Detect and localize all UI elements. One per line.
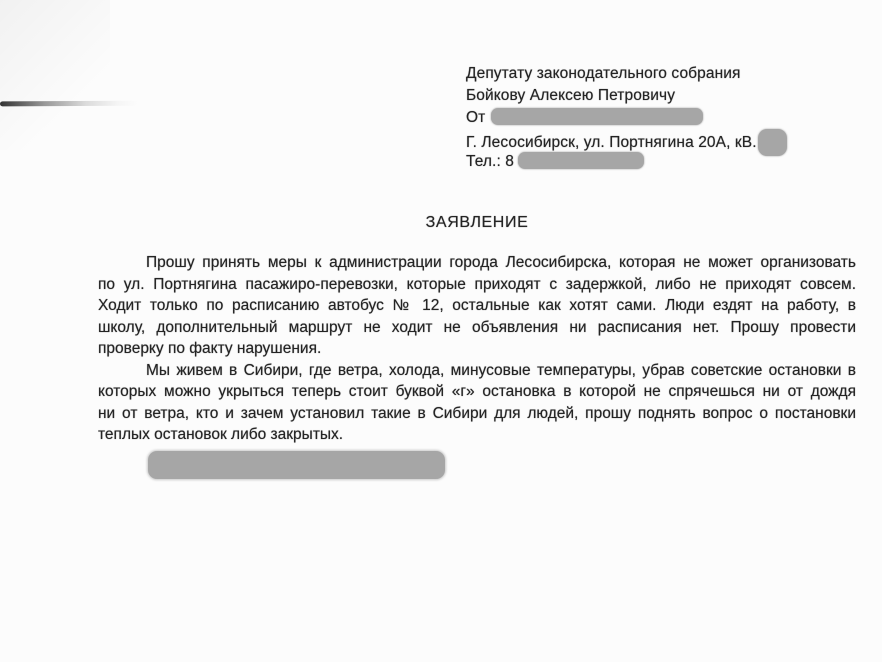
body-line: школу, дополнительный маршрут не ходит не объявления ни расписания нет. Прошу провести bbox=[98, 318, 856, 336]
address-line bbox=[466, 129, 787, 151]
recipient-block bbox=[466, 63, 787, 173]
from-label: От bbox=[466, 109, 486, 126]
sender-line bbox=[466, 107, 787, 129]
body-line: которых можно укрыться теперь стоит буквой «г» остановка в которой не спрячешься ни от дождя bbox=[98, 383, 856, 400]
phone-label: Тел.: 8 bbox=[466, 153, 514, 170]
redaction-apartment-number bbox=[758, 129, 787, 156]
body-line: теплых остановок либо закрытых. bbox=[98, 426, 344, 443]
recipient-title-line: Депутату законодательного собрания bbox=[466, 65, 741, 82]
scan-smudge-artifact bbox=[0, 101, 138, 107]
body-line: Прошу принять меры к администрации города Лесосибирска, которая не может организовать bbox=[146, 254, 856, 271]
body-line: по ул. Портнягина пасажиро-перевозки, которые приходят с задержкой, либо не приходят совсем. bbox=[98, 275, 856, 293]
address-text: Г. Лесосибирск, ул. Портнягина 20А, кВ. bbox=[466, 134, 757, 151]
recipient-name-line: Бойкову Алексею Петровичу bbox=[466, 87, 676, 104]
scan-shadow-artifact bbox=[0, 0, 110, 150]
redaction-sender-name bbox=[491, 108, 703, 125]
phone-line bbox=[466, 151, 787, 173]
redaction-phone-number bbox=[518, 152, 644, 169]
document-title: ЗАЯВЛЕНИЕ bbox=[425, 214, 529, 231]
body-line: Ходит только по расписанию автобус № 12, остальные как хотят сами. Люди ездят на работу, в bbox=[98, 297, 856, 314]
body-line: ни от ветра, кто и зачем установил такие в Сибири для людей, прошу поднять вопрос о постановки bbox=[98, 404, 856, 422]
redaction-signature bbox=[148, 451, 445, 479]
letter-body bbox=[98, 252, 856, 446]
body-line: Мы живем в Сибири, где ветра, холода, минусовые температуры, убрав советские остановки в bbox=[146, 361, 856, 379]
body-line: проверку по факту нарушения. bbox=[98, 340, 322, 357]
